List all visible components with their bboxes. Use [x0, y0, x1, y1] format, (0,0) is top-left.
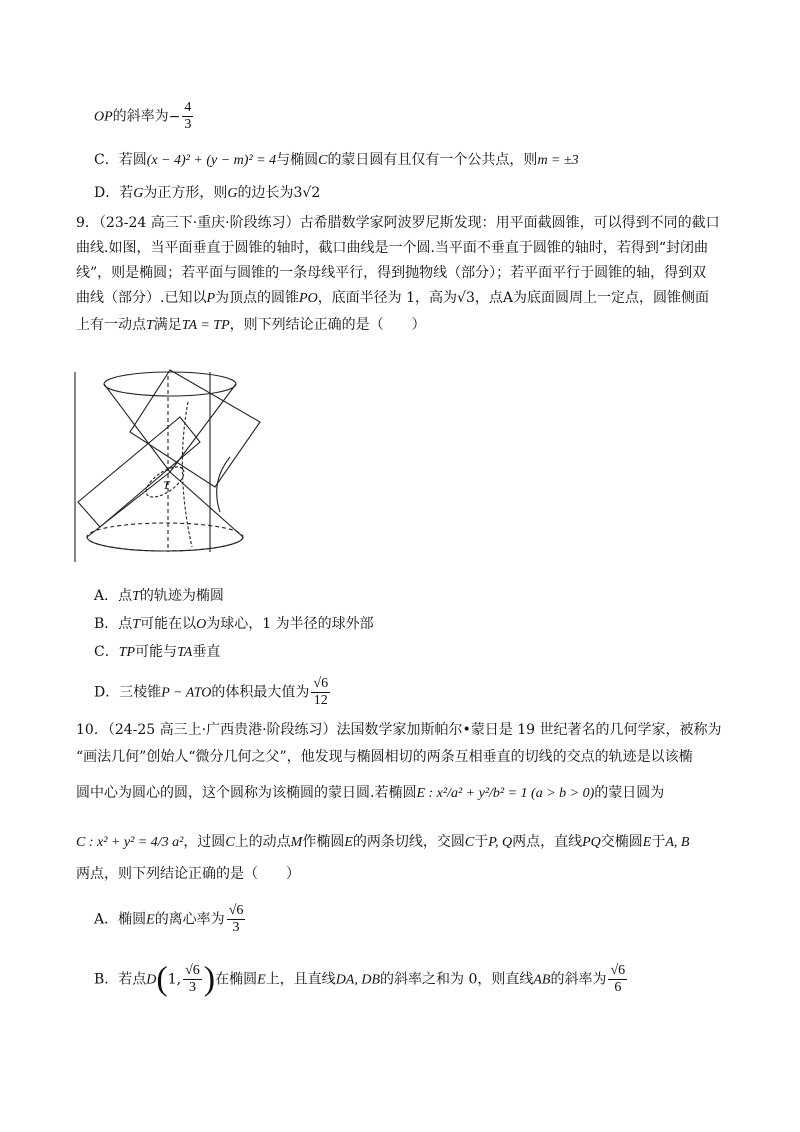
- option-a-fraction: [227, 903, 246, 936]
- symbol-a: A: [502, 290, 513, 306]
- q9-option-a: [94, 586, 224, 607]
- symbol-c2: C: [464, 835, 475, 850]
- cutting-plane-2: [130, 370, 260, 487]
- option-a-label: A．点: [94, 588, 133, 604]
- q10-line2: [76, 747, 693, 767]
- q10-stem-1: 法国数学家加斯帕尔•蒙日是 19 世纪著名的几何学家，被称为: [336, 722, 722, 738]
- q9-line4: [76, 288, 709, 309]
- slope-value: − $\frac{4}{3}$: [168, 100, 192, 132]
- prev-option-c: [94, 150, 579, 171]
- option-b-text3: 的斜率之和为 0，则直线: [380, 971, 534, 988]
- q10-stem-4g: 交椭圆: [600, 834, 643, 850]
- option-c-text: 与椭圆: [276, 152, 319, 168]
- prev-option-d: [94, 183, 320, 204]
- option-d-text2: 的边长为: [237, 185, 294, 201]
- q10-stem-4f: 两点，直线: [512, 834, 583, 850]
- option-d-text: 为正方形，则: [143, 185, 228, 201]
- option-c-text2: 垂直: [192, 644, 221, 660]
- option-d-text: 的体积最大值为: [211, 684, 310, 701]
- q10-stem-4b: 上的动点: [234, 834, 291, 850]
- option-b-fraction: [608, 963, 627, 996]
- symbol-t: T: [146, 318, 154, 333]
- q10-stem-4a: ，过圆: [183, 834, 226, 850]
- q10-stem-4d: 的两条切线，交圆: [352, 834, 465, 850]
- option-b-label: B．点: [94, 616, 133, 632]
- slope-text: 的斜率为: [112, 108, 169, 125]
- upper-cone-generator-left: [104, 384, 170, 472]
- q9-line5: [76, 315, 426, 336]
- q9-stem-1: 古希腊数学家阿波罗尼斯发现：用平面截圆锥，可以得到不同的截口: [299, 215, 720, 231]
- option-a-t: T: [132, 589, 140, 604]
- prev-option-b-tail: [94, 100, 195, 133]
- cutting-plane-1: [78, 417, 200, 527]
- q9-number: 9．: [76, 215, 99, 231]
- sqrt3: √3: [457, 290, 475, 306]
- option-a-den: 3: [232, 920, 240, 935]
- q10-source: （24-25 高三上·广西贵港·阶段练习）: [107, 722, 337, 738]
- paren-right: ): [203, 960, 216, 998]
- option-b-coord-fraction: [183, 963, 202, 996]
- option-c-text: 可能与: [135, 644, 178, 660]
- symbol-e2: E: [642, 835, 652, 850]
- q10-line4: [76, 832, 689, 853]
- q10-stem-3a: 圆中心为圆心的圆，这个圆称为该椭圆的蒙日圆.若椭圆: [76, 785, 417, 801]
- symbol-pq: P, Q: [488, 835, 513, 850]
- ellipse-equation: E : x²/a² + y²/b² = 1 (a > b > 0): [416, 786, 595, 801]
- option-c-label: C．: [94, 644, 119, 660]
- option-b-num: √6: [610, 963, 626, 978]
- option-d-pyramid: P − ATO: [161, 685, 212, 701]
- symbol-pq2: PQ: [582, 835, 601, 850]
- q10-stem-4h: 于: [651, 834, 666, 850]
- q9-stem-3: 线”，则是椭圆；若平面与圆锥的一条母线平行，得到抛物线（部分）；若平面平行于圆锥的轴，得到双: [76, 265, 707, 281]
- q10-number: 10．: [76, 722, 108, 738]
- q9-stem-4c: ，底面半径为 1，高为: [317, 290, 458, 306]
- q9-option-d: [94, 676, 332, 709]
- q9-stem-4b: 为顶点的圆锥: [215, 290, 300, 306]
- option-d-label: D．三棱锥: [94, 684, 162, 701]
- q10-option-a: [94, 903, 247, 936]
- symbol-g: G: [133, 186, 144, 201]
- circle-equation: C : x² + y² = 4/3 a²: [76, 835, 184, 850]
- symbol-c: C: [318, 153, 328, 168]
- q9-stem-2: 曲线.如图，当平面垂直于圆锥的轴时，截口曲线是一个圆.当平面不垂直于圆锥的轴时，若得到“封闭曲: [76, 240, 709, 256]
- option-c-answer: m = ±3: [537, 153, 579, 168]
- option-b-text2: 上，且直线: [265, 971, 336, 988]
- symbol-g2: G: [227, 186, 238, 201]
- option-d-num: √6: [313, 676, 329, 691]
- q10-stem-4e: 于: [474, 834, 489, 850]
- option-d-den: 12: [313, 693, 328, 708]
- q9-option-b: [94, 614, 374, 635]
- q9-stem-5b: 满足: [153, 317, 182, 333]
- q9-stem-4e: 为底面圆周上一定点，圆锥侧面: [513, 290, 709, 306]
- q9-stem-5c: ，则下列结论正确的是（ ）: [229, 317, 426, 333]
- circle-equation: (x − 4)² + (y − m)² = 4: [146, 153, 277, 168]
- option-b-text2: 为球心，1 为半径的球外部: [206, 616, 374, 632]
- option-d-value: 3√2: [293, 185, 321, 201]
- q10-line1: [76, 720, 722, 740]
- symbol-ab: A, B: [665, 835, 690, 850]
- condition-ta-tp: TA = TP: [181, 318, 230, 333]
- option-b-label: B．若点: [94, 971, 147, 988]
- option-b-t: T: [132, 617, 141, 632]
- q10-stem-5: 两点，则下列结论正确的是（ ）: [76, 866, 300, 882]
- q9-stem-4a: 曲线（部分）.已知以: [76, 290, 207, 306]
- option-b-text: 可能在以: [140, 616, 197, 632]
- q9-line3: [76, 263, 706, 283]
- symbol-po: PO: [299, 291, 318, 306]
- option-c-label: C．若圆: [94, 152, 147, 168]
- q10-stem-3b: 的蒙日圆为: [594, 785, 665, 801]
- symbol-m: M: [290, 835, 303, 850]
- q9-line1: [76, 213, 720, 233]
- option-c-ta: TA: [177, 645, 193, 660]
- symbol-e: E: [344, 835, 353, 850]
- lower-cone-generator-left: [87, 472, 170, 537]
- option-b-coord-x: 1,: [167, 971, 182, 988]
- option-a-text: 的轨迹为椭圆: [139, 588, 224, 604]
- option-b-coord-num: √6: [185, 963, 200, 978]
- option-a-text: 的离心率为: [154, 911, 225, 928]
- option-d-fraction: [311, 676, 330, 709]
- paren-left: (: [156, 960, 168, 998]
- option-b-e: E: [257, 972, 266, 988]
- q10-stem-2: “画法几何”创始人“微分几何之父”，他发现与椭圆相切的两条互相垂直的切线的交点的轨迹是以该椭: [76, 749, 693, 765]
- option-b-text: 在椭圆: [215, 971, 258, 988]
- q10-line5: [76, 864, 300, 884]
- upper-cone-rim: [104, 372, 236, 396]
- q10-line3: [76, 783, 664, 804]
- symbol-c: C: [225, 835, 235, 850]
- option-b-ab: AB: [533, 972, 551, 988]
- figure-label-t: T: [163, 478, 170, 492]
- option-b-d: D: [146, 972, 157, 988]
- option-b-coord-den: 3: [188, 980, 196, 995]
- q9-source: （23-24 高三下·重庆·阶段练习）: [98, 215, 300, 231]
- q10-stem-4c: 作椭圆: [302, 834, 345, 850]
- op-symbol: OP: [94, 109, 113, 125]
- option-b-o: O: [196, 617, 207, 632]
- q9-option-c: [94, 642, 220, 663]
- q9-line2: [76, 238, 708, 258]
- option-b-text4: 的斜率为: [550, 971, 607, 988]
- option-b-den: 6: [614, 980, 622, 995]
- double-cone-figure: [70, 362, 270, 567]
- option-c-tp: TP: [118, 645, 136, 660]
- option-a-label: A．椭圆: [94, 911, 147, 928]
- option-a-e: E: [146, 912, 155, 928]
- section-curve: [217, 457, 230, 512]
- symbol-p: P: [206, 291, 216, 306]
- option-c-text2: 的蒙日圆有且仅有一个公共点，则: [327, 152, 538, 168]
- q9-stem-5a: 上有一动点: [76, 317, 146, 333]
- option-d-label: D．若: [94, 185, 134, 201]
- lower-cone-rim-front: [87, 537, 243, 551]
- option-a-num: √6: [228, 903, 244, 918]
- q9-stem-4d: ，点: [474, 290, 503, 306]
- option-b-lines: DA, DB: [335, 972, 381, 988]
- q10-option-b: [94, 960, 629, 998]
